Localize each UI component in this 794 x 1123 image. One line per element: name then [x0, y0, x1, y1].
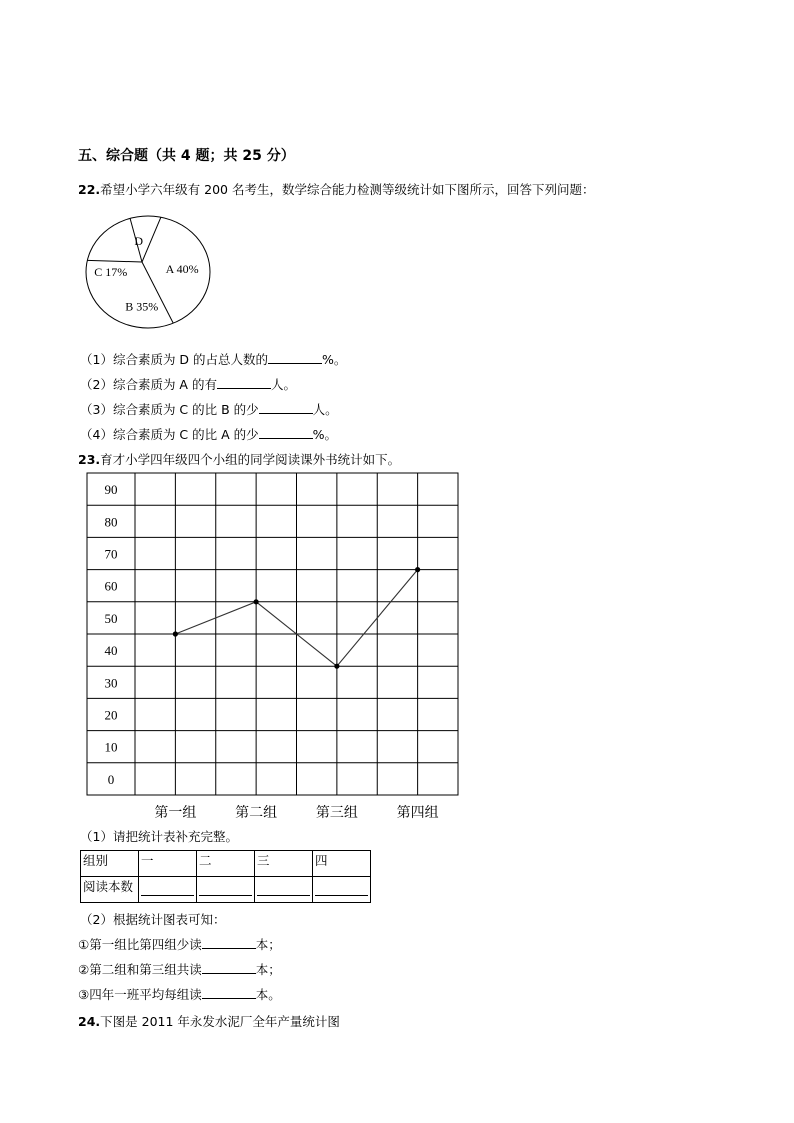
q23-sub-1: （1）请把统计表补充完整。 — [80, 829, 238, 844]
table-header-cell: 组别 — [81, 851, 139, 877]
q22-sub-3-unit: 人。 — [312, 402, 338, 417]
answer-blank[interactable] — [259, 401, 313, 414]
data-point-1 — [173, 631, 178, 636]
q22-sub-4-text: （4）综合素质为 C 的比 A 的少 — [80, 427, 259, 442]
y-tick-label: 40 — [104, 643, 118, 659]
y-tick-label: 20 — [104, 707, 118, 723]
question-23-number: 23. — [78, 452, 101, 467]
question-23-text: 育才小学四年级四个小组的同学阅读课外书统计如下。 — [100, 452, 401, 467]
q22-sub-3-text: （3）综合素质为 C 的比 B 的少 — [80, 402, 259, 417]
answer-blank[interactable] — [202, 986, 256, 999]
pie-chart — [80, 210, 220, 335]
pie-label-b: B 35% — [125, 299, 159, 314]
q22-sub-1-text: （1）综合素质为 D 的占总人数的 — [80, 352, 269, 367]
q23-item-2-text: ②第二组和第三组共读 — [78, 962, 202, 977]
question-22-number: 22. — [78, 182, 101, 197]
question-22 — [78, 180, 594, 198]
answer-blank[interactable] — [268, 351, 322, 364]
chart-grid — [87, 473, 458, 795]
question-22-text: 希望小学六年级有 200 名考生，数学综合能力检测等级统计如下图所示，回答下列问题： — [100, 182, 595, 197]
x-axis-ticks — [154, 805, 438, 821]
pie-label-c: C 17% — [94, 265, 128, 279]
table-header-cell: 二 — [197, 851, 255, 877]
q23-sub-2: （2）根据统计图表可知： — [80, 912, 226, 927]
table-answer-cell[interactable] — [139, 877, 197, 903]
x-tick-label: 第三组 — [315, 806, 358, 821]
y-tick-label: 80 — [104, 514, 118, 530]
data-point-2 — [254, 599, 259, 604]
pie-slice-a-edge — [142, 217, 161, 262]
q22-sub-2-text: （2）综合素质为 A 的有 — [80, 377, 217, 392]
stats-table — [80, 850, 371, 903]
answer-blank[interactable] — [259, 426, 313, 439]
y-tick-label: 50 — [104, 610, 118, 626]
table-answer-cell[interactable] — [255, 877, 313, 903]
table-row-label: 阅读本数 — [81, 877, 139, 903]
data-point-4 — [415, 567, 420, 572]
section-title: 五、综合题（共 4 题；共 25 分） — [78, 148, 295, 164]
table-row — [81, 877, 371, 903]
q22-sub-4-unit: %。 — [312, 427, 338, 442]
line-chart — [80, 468, 470, 828]
y-tick-label: 30 — [104, 675, 118, 691]
y-tick-label: 0 — [107, 771, 115, 787]
q22-sub-1 — [80, 350, 346, 368]
table-header-cell: 一 — [139, 851, 197, 877]
pie-group — [86, 216, 210, 328]
q23-item-2-unit: 本； — [255, 962, 281, 977]
y-tick-label: 70 — [104, 546, 118, 562]
y-tick-label: 10 — [104, 739, 118, 755]
table-answer-cell[interactable] — [197, 877, 255, 903]
question-24 — [78, 1012, 340, 1030]
q22-sub-2 — [80, 375, 296, 393]
q23-item-1-unit: 本； — [255, 937, 281, 952]
y-tick-label: 90 — [104, 482, 118, 498]
q23-item-1 — [78, 935, 281, 953]
answer-blank[interactable] — [202, 961, 256, 974]
pie-slice-c-edge — [87, 260, 142, 262]
x-tick-label: 第一组 — [154, 806, 197, 821]
q23-item-2 — [78, 960, 281, 978]
q23-item-3-text: ③四年一班平均每组读 — [78, 987, 202, 1002]
x-tick-label: 第四组 — [396, 806, 439, 821]
q23-item-3 — [78, 985, 281, 1003]
answer-blank[interactable] — [217, 376, 271, 389]
q22-sub-2-unit: 人。 — [270, 377, 296, 392]
q22-sub-1-unit: %。 — [322, 352, 347, 367]
pie-label-a: A 40% — [165, 262, 199, 277]
data-point-3 — [334, 664, 339, 669]
q23-item-1-text: ①第一组比第四组少读 — [78, 937, 202, 952]
question-23 — [78, 450, 400, 468]
table-header-cell: 四 — [313, 851, 371, 877]
question-24-text: 下图是 2011 年永发水泥厂全年产量统计图 — [100, 1014, 340, 1029]
table-header-cell: 三 — [255, 851, 313, 877]
question-24-number: 24. — [78, 1014, 101, 1029]
q22-sub-4 — [80, 425, 337, 443]
answer-blank[interactable] — [202, 936, 256, 949]
table-header-row — [81, 851, 371, 877]
y-tick-label: 60 — [104, 578, 118, 594]
x-tick-label: 第二组 — [235, 806, 278, 821]
q23-item-3-unit: 本。 — [255, 987, 281, 1002]
table-answer-cell[interactable] — [313, 877, 371, 903]
pie-label-d: D — [134, 234, 144, 249]
q22-sub-3 — [80, 400, 338, 418]
